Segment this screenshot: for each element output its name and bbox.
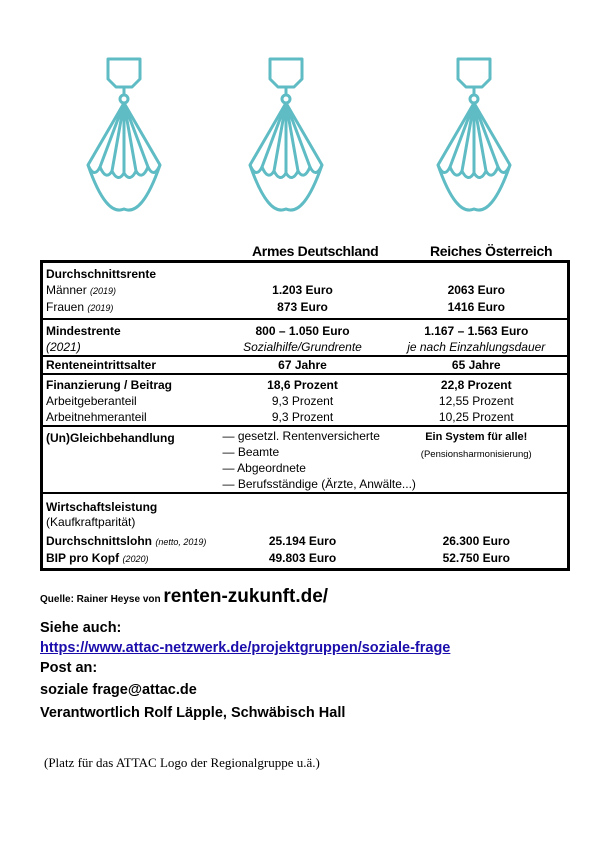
value-finanz-de: 18,6 Prozent [220, 374, 386, 393]
value-maenner-de: 1.203 Euro [272, 283, 333, 297]
drop-weight-icon [80, 55, 170, 215]
value-mindest-at: 1.167 – 1.563 Euro [386, 319, 569, 339]
row-label-mindest: Mindestrente [42, 319, 220, 339]
source-site: renten-zukunft.de/ [163, 586, 329, 607]
note-gleich-at: (Pensionsharmonisierung) [420, 449, 532, 460]
value-ag-at: 12,55 Prozent [438, 394, 514, 408]
row-year-mindest: (2021) [46, 340, 81, 354]
row-label-frauen: Frauen (2019) [46, 300, 114, 314]
list-item: — Berufsständige (Ärzte, Anwälte...) [222, 477, 416, 491]
table-row [42, 299, 569, 319]
value-finanz-at: 22,8 Prozent [386, 374, 569, 393]
column-header-de: Armes Deutschland [252, 243, 379, 259]
table-row [42, 426, 569, 493]
table-row [42, 282, 569, 299]
value-maenner-at: 2063 Euro [447, 283, 505, 297]
comparison-table [40, 260, 570, 571]
value-bip-de: 49.803 Euro [268, 551, 337, 565]
list-gleich-de [220, 426, 416, 493]
list-item: — Beamte [222, 445, 280, 459]
table-row [42, 409, 569, 426]
value-ag-de: 9,3 Prozent [271, 394, 334, 408]
row-label-lohn: Durchschnittslohn (netto, 2019) [46, 534, 207, 548]
attac-link-wrapper [40, 640, 450, 656]
table-row [42, 515, 569, 529]
logo-placeholder-note: (Platz für das ATTAC Logo der Regionalgruppe u.ä.) [44, 755, 320, 770]
row-label-maenner: Männer (2019) [46, 283, 117, 297]
value-eintritt-de: 67 Jahre [220, 356, 386, 374]
contact-email: soziale frage@attac.de [40, 682, 197, 698]
drop-weight-icon [242, 55, 332, 215]
responsible-line: Verantwortlich Rolf Läpple, Schwäbisch Hall [40, 705, 346, 721]
value-an-de: 9,3 Prozent [271, 410, 334, 424]
table-row [42, 529, 569, 550]
note-mindest-de: Sozialhilfe/Grundrente [243, 340, 362, 354]
value-eintritt-at: 65 Jahre [386, 356, 569, 374]
table-row [42, 374, 569, 393]
row-label-rente: Durchschnittsrente [46, 267, 157, 281]
row-label-wirtschaft: Wirtschaftsleistung [42, 493, 220, 515]
row-label-eintritt: Renteneintrittsalter [42, 356, 220, 374]
value-frauen-at: 1416 Euro [447, 300, 505, 314]
list-item: — gesetzl. Rentenversicherte [222, 429, 380, 443]
row-label-finanz: Finanzierung / Beitrag [42, 374, 220, 393]
row-label-an: Arbeitnehmeranteil [46, 410, 147, 424]
row-label-gleich: (Un)Gleichbehandlung [42, 426, 220, 493]
row-sub-wirtschaft: (Kaufkraftparität) [46, 515, 136, 529]
value-frauen-de: 873 Euro [277, 300, 328, 314]
table-row [42, 339, 569, 356]
table-row [42, 356, 569, 374]
value-gleich-at: Ein System für alle! [425, 431, 528, 443]
row-label-bip: BIP pro Kopf (2020) [46, 551, 149, 565]
table-row [42, 493, 569, 515]
table-row [42, 550, 569, 570]
drop-weight-icon [430, 55, 520, 215]
post-heading: Post an: [40, 660, 98, 676]
row-label-ag: Arbeitgeberanteil [46, 394, 137, 408]
value-lohn-de: 25.194 Euro [268, 534, 337, 548]
table-row [42, 393, 569, 409]
list-item: — Abgeordnete [222, 461, 306, 475]
source-line [40, 586, 328, 608]
see-also-heading: Siehe auch: [40, 620, 122, 636]
column-header-at: Reiches Österreich [430, 243, 553, 259]
note-mindest-at: je nach Einzahlungsdauer [407, 340, 546, 354]
table-row [42, 262, 569, 283]
table-row [42, 319, 569, 339]
value-an-at: 10,25 Prozent [438, 410, 514, 424]
value-mindest-de: 800 – 1.050 Euro [220, 319, 386, 339]
value-bip-at: 52.750 Euro [442, 551, 510, 565]
value-lohn-at: 26.300 Euro [442, 534, 510, 548]
attac-link[interactable]: https://www.attac-netzwerk.de/projektgruppen/soziale-frage [40, 640, 451, 656]
source-prefix: Quelle: Rainer Heyse von [40, 594, 161, 605]
